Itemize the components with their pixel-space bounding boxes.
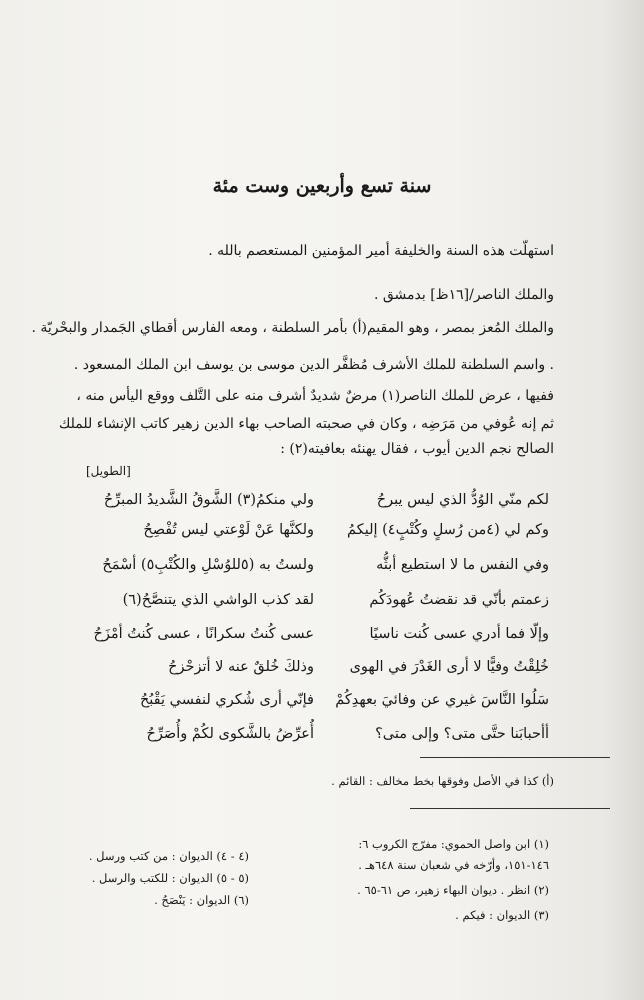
verse-second-hemistich: أُعرِّضُ بالشَّكوى لكُمْ وأُصَرِّحُ bbox=[146, 726, 314, 742]
verse-first-hemistich: أأحبابَنا حتَّى متى؟ وإلى متى؟ bbox=[375, 726, 549, 742]
body-line: ثم إنه عُوفي من مَرَضِه ، وكان في صحبته الصاحب بهاء الدين زهير كاتب الإنشاء للملك bbox=[58, 416, 554, 432]
page-edge-shadow bbox=[604, 0, 644, 1000]
verse-second-hemistich: ولستُ به (٥للوُسْلِ والكُتْبِ٥) أسْمَحُ bbox=[102, 557, 314, 573]
verse-first-hemistich: زعمتم بأنّي قد نقضتُ عُهودَكُم bbox=[369, 592, 549, 608]
verse-first-hemistich: خُلِقْتُ وفيًّا لا أرى الغَدْرَ في الهوى bbox=[349, 659, 549, 675]
verse-second-hemistich: وذلكَ خُلقٌ عنه لا أتزحْزحُ bbox=[168, 659, 314, 675]
poem-meter: [الطويل] bbox=[86, 464, 131, 478]
footnote: (٥ - ٥) الديوان : للكتب والرسل . bbox=[91, 871, 249, 885]
verse-second-hemistich: ولي منكمُ(٣) الشَّوقُ الشَّديدُ المبرِّحُ bbox=[103, 492, 314, 508]
footnote: (٤ - ٤) الديوان : من كتب ورسل . bbox=[88, 849, 249, 863]
verse-second-hemistich: عسى كُنتُ سكرانًا ، عسى كُنتُ أمْزَحُ bbox=[93, 626, 314, 642]
verse-first-hemistich: وفي النفس ما لا استطيع أبثُّه bbox=[376, 557, 549, 573]
verse-first-hemistich: وإلّا فما أدري عسى كُنت ناسيًا bbox=[369, 626, 549, 642]
verse-first-hemistich: لكم منّي الوُدُّ الذي ليس يبرحُ bbox=[376, 492, 549, 508]
body-line: والملك المُعز بمصر ، وهو المقيم(أ) بأمر السلطنة ، ومعه الفارس أقطاي الجَمدار والبحْريّة . bbox=[31, 320, 554, 336]
verse-first-hemistich: وكم لي (٤من رُسلٍ وكُتْبٍ٤) إليكمُ bbox=[347, 522, 549, 538]
verse-second-hemistich: لقد كذب الواشي الذي يتنصَّحُ(٦) bbox=[122, 592, 314, 608]
footnote: (١) ابن واصل الحموي: مفرّج الكروب ٦: bbox=[358, 837, 549, 851]
body-line: . واسم السلطنة للملك الأشرف مُظفَّر الدين موسى بن يوسف ابن الملك المسعود . bbox=[73, 357, 554, 373]
chapter-heading: سنة تسع وأربعين وست مئة bbox=[212, 175, 432, 197]
verse-first-hemistich: سَلُوا النَّاسَ غيري عن وفائيَ بعهدِكُمْ bbox=[335, 692, 549, 708]
footnote: ١٤٦-١٥١، وأرّخه في شعبان سنة ٦٤٨هـ . bbox=[358, 858, 549, 872]
footnote: (٢) انظر . ديوان البهاء زهير، ص ٦١-٦٥ . bbox=[357, 883, 549, 897]
footnote-variant: (أ) كذا في الأصل وفوقها بخط مخالف : القائم . bbox=[331, 774, 554, 788]
footnote-rule bbox=[420, 757, 610, 758]
body-line: استهلّت هذه السنة والخليفة أمير المؤمنين المستعصم بالله . bbox=[208, 243, 554, 259]
footnote: (٣) الديوان : فيكم . bbox=[455, 908, 549, 922]
body-line: الصالح نجم الدين أيوب ، فقال يهنئه بعافيته(٢) : bbox=[280, 441, 554, 457]
verse-second-hemistich: ولكنَّها عَنْ لَوْعتي ليس تُفْصِحُ bbox=[143, 522, 314, 538]
body-line: والملك الناصر/[١٦ظ] بدمشق . bbox=[373, 287, 554, 303]
footnote: (٦) الديوان : يَنْصَحُ . bbox=[154, 893, 249, 907]
verse-second-hemistich: فإنّي أرى شُكري لنفسي يَقْبُحُ bbox=[139, 692, 314, 708]
body-line: ففيها ، عرض للملك الناصر(١) مرضٌ شديدٌ أشرف منه على التَّلف ووقع اليأس منه ، bbox=[76, 388, 554, 404]
footnote-rule bbox=[410, 808, 610, 809]
